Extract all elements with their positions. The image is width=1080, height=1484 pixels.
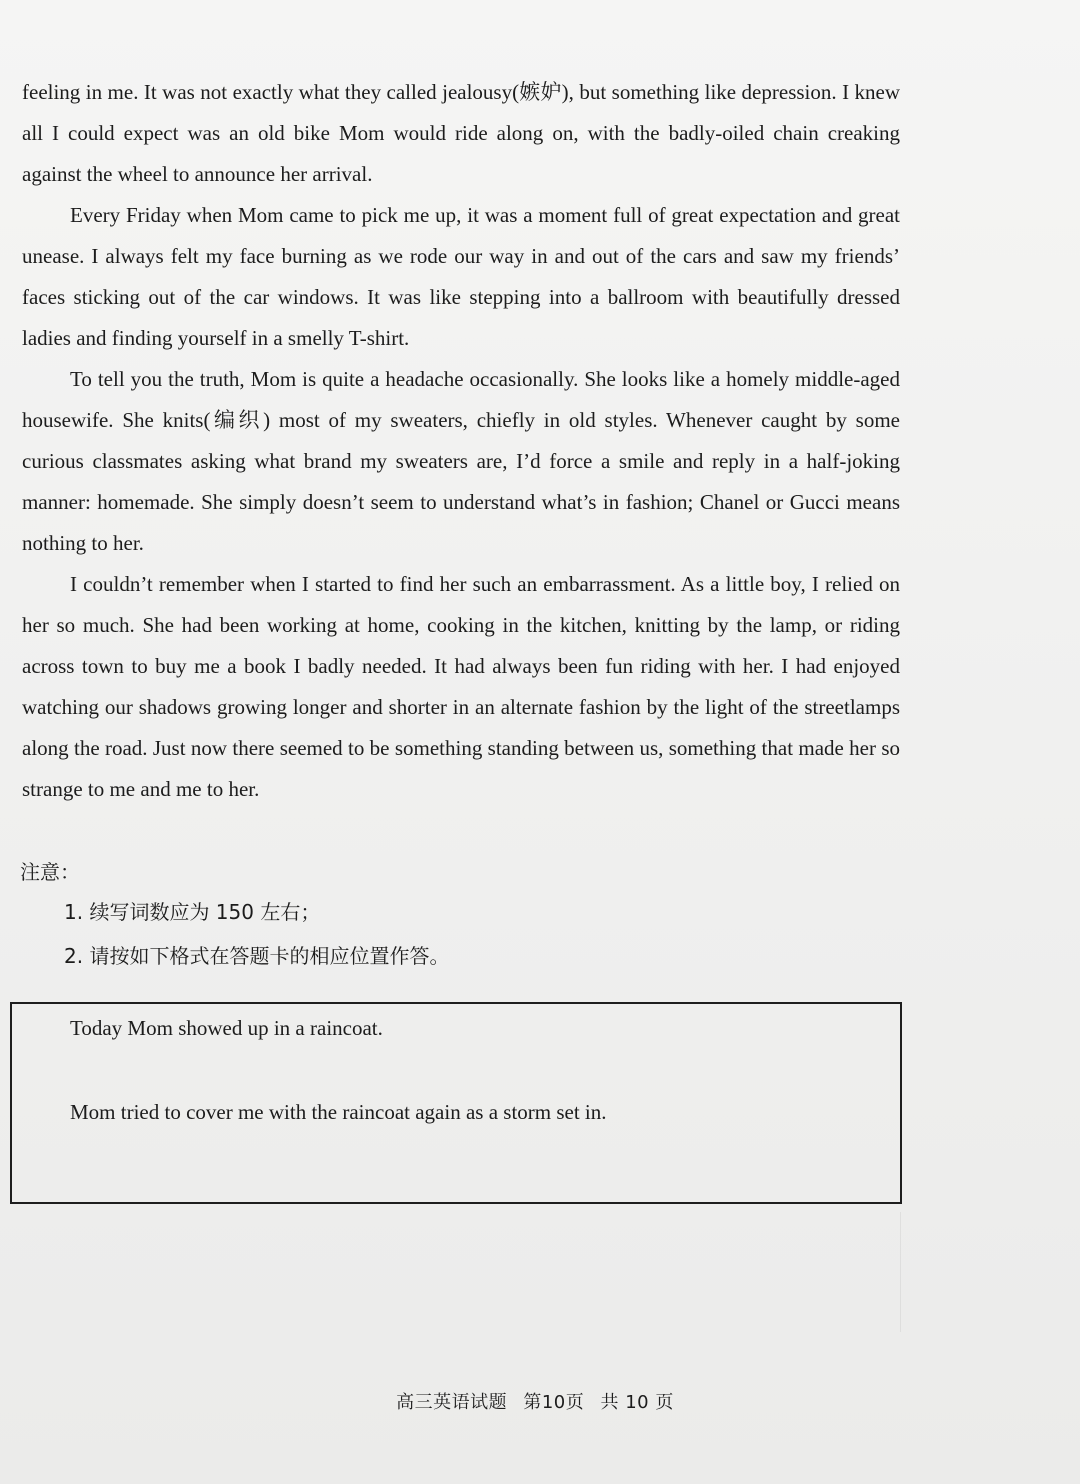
instructions-title: 注意：: [20, 860, 80, 884]
reading-passage: [22, 72, 900, 810]
answer-format-box: [10, 1002, 902, 1204]
passage-paragraph-3: To tell you the truth, Mom is quite a headache occasionally. She looks like a homely middle-aged housewife. She knits(编织) most of my sweaters, chiefly in old styles. Whenever caught by some curious classmates asking what brand my sweaters are, I’d force a smile and reply in a half-joking manner: homemade. She simply doesn’t seem to understand what’s in fashion; Chanel or Gucci means nothing to her.: [22, 367, 900, 555]
passage-paragraph-4: I couldn’t remember when I started to find her such an embarrassment. As a little boy, I relied on her so much. She had been working at home, cooking in the kitchen, knitting by the lamp, or riding across town to buy me a book I badly needed. It had always been fun riding with her. I had enjoyed watching our shadows growing longer and shorter in an alternate fashion by the light of the streetlamps along the road. Just now there seemed to be something standing between us, something that made her so strange to me and me to her.: [22, 572, 900, 801]
page-total: 共 10 页: [600, 1392, 674, 1413]
paragraph-opening-2: Mom tried to cover me with the raincoat again as a storm set in.: [70, 1100, 607, 1124]
instruction-item-1: 1. 续写词数应为 150 左右；: [64, 900, 321, 924]
page-number: 第10页: [523, 1392, 585, 1413]
writing-instructions: [20, 854, 720, 978]
page-footer: [0, 1388, 1080, 1414]
passage-paragraph-1: feeling in me. It was not exactly what they called jealousy(嫉妒), but something like depression. I knew all I could expect was an old bike Mom would ride along on, with the badly-oiled chain creaking against the wheel to announce her arrival.: [22, 80, 900, 186]
exam-title: 高三英语试题: [396, 1392, 508, 1413]
paragraph-opening-1: Today Mom showed up in a raincoat.: [70, 1016, 383, 1040]
passage-paragraph-2: Every Friday when Mom came to pick me up, it was a moment full of great expectation and great unease. I always felt my face burning as we rode our way in and out of the cars and saw my friends’ faces sticking out of the car windows. It was like stepping into a ballroom with beautifully dressed ladies and finding yourself in a smelly T-shirt.: [22, 203, 900, 350]
scan-bleed-through: [860, 1212, 901, 1332]
instruction-item-2: 2. 请按如下格式在答题卡的相应位置作答。: [64, 944, 450, 968]
